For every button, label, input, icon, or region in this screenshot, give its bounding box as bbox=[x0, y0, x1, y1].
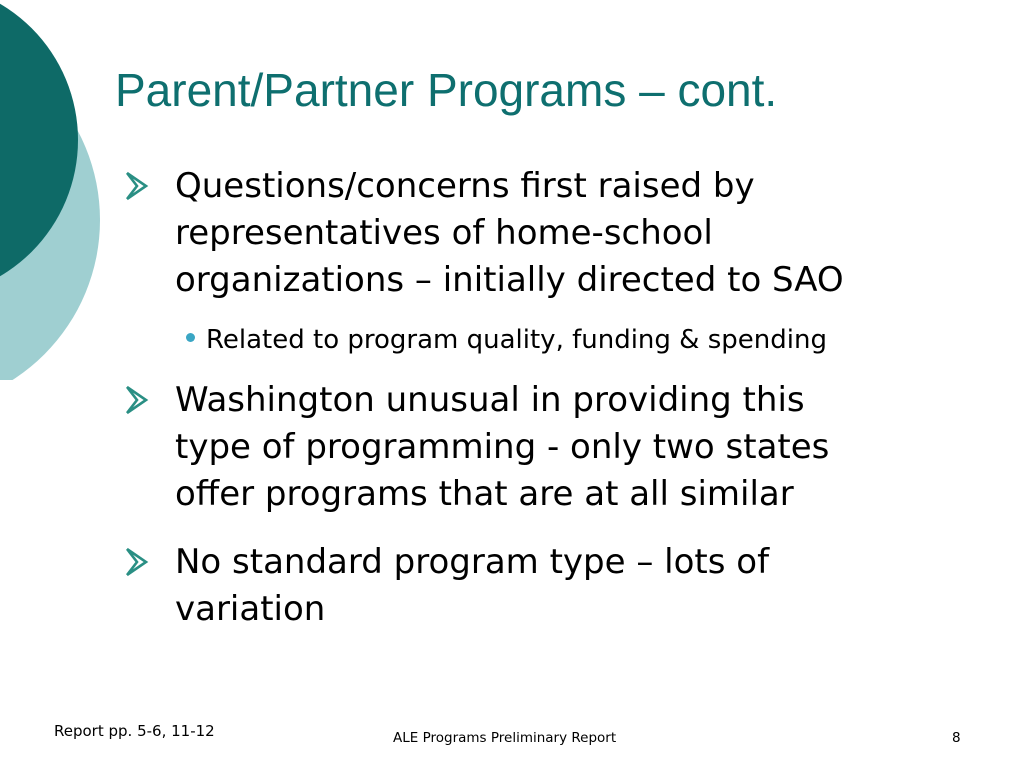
page-number: 8 bbox=[952, 730, 961, 746]
bullet-line: Washington unusual in providing this bbox=[175, 380, 805, 420]
bullet-line: Questions/concerns first raised by bbox=[175, 166, 755, 206]
bullet-text bbox=[175, 163, 995, 304]
footer-reference: Report pp. 5-6, 11-12 bbox=[54, 722, 215, 740]
bullet-line: representatives of home-school bbox=[175, 213, 713, 253]
footer-title: ALE Programs Preliminary Report bbox=[393, 730, 617, 746]
bullet-line: type of programming - only two states bbox=[175, 427, 830, 467]
decorative-circles bbox=[0, 0, 110, 380]
bullet-text bbox=[175, 377, 995, 518]
dot-icon bbox=[186, 333, 195, 342]
arrowhead-icon bbox=[124, 385, 150, 415]
arrowhead-icon bbox=[124, 171, 150, 201]
bullet-line: offer programs that are at all similar bbox=[175, 474, 794, 514]
sub-bullet-text: Related to program quality, funding & spending bbox=[206, 325, 827, 355]
slide-title: Parent/Partner Programs – cont. bbox=[115, 64, 778, 116]
bullet-line: variation bbox=[175, 589, 326, 629]
arrowhead-icon bbox=[124, 547, 150, 577]
bullet-text bbox=[175, 539, 995, 633]
bullet-line: No standard program type – lots of bbox=[175, 542, 770, 582]
bullet-line: organizations – initially directed to SAO bbox=[175, 260, 844, 300]
sub-bullet-item bbox=[186, 322, 827, 358]
